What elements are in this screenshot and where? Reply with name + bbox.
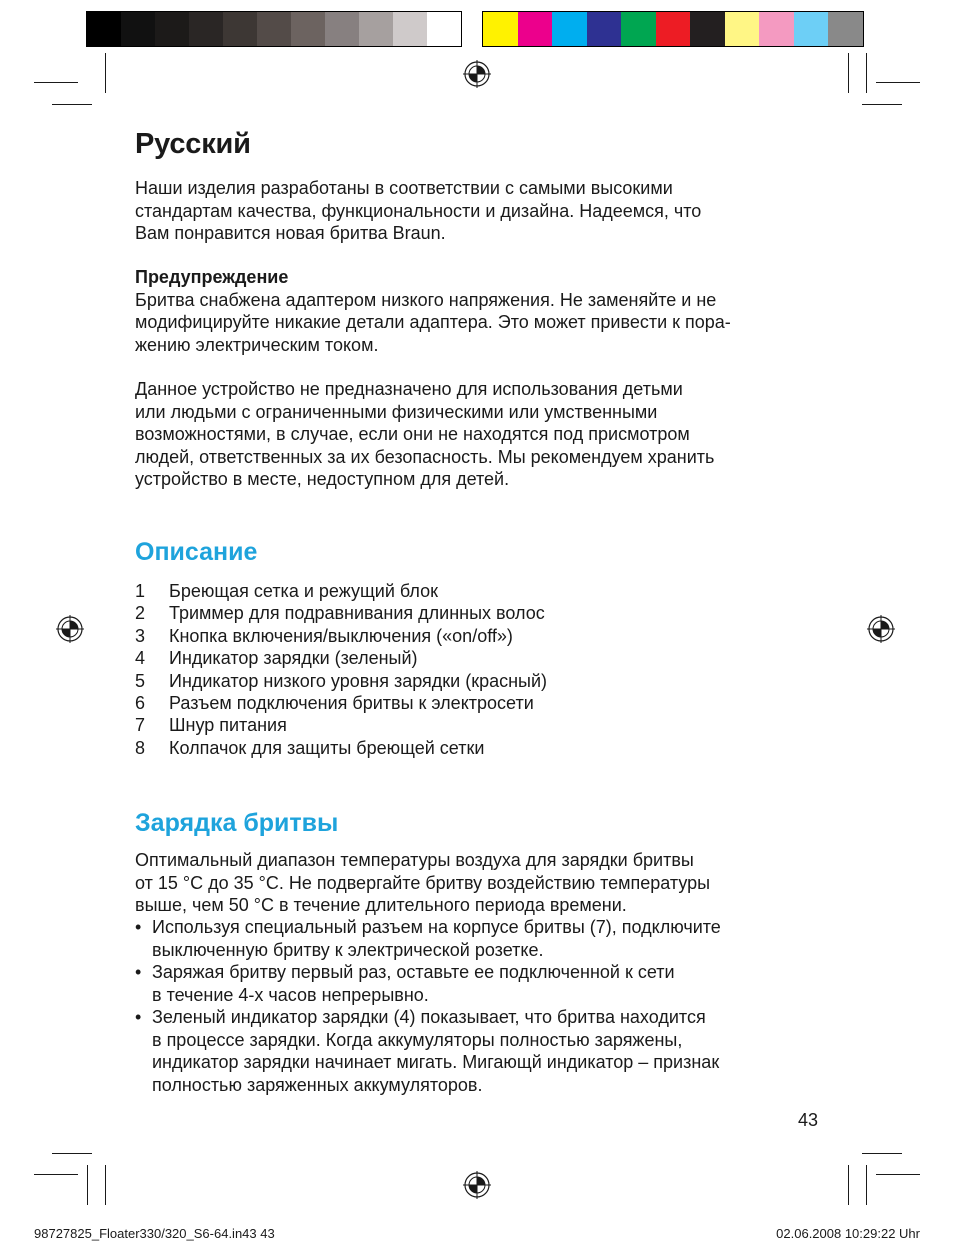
text-line: людей, ответственных за их безопасность. Мы рекомендуем хранить	[135, 446, 715, 467]
color-swatch	[794, 12, 829, 46]
text-line: жению электрическим током.	[135, 334, 379, 355]
list-item	[135, 670, 547, 692]
item-text: Бреющая сетка и режущий блок	[169, 581, 438, 601]
item-text: Индикатор низкого уровня зарядки (красный)	[169, 670, 548, 691]
color-swatch	[759, 12, 794, 46]
registration-mark-icon	[56, 615, 84, 643]
crop-mark	[87, 1165, 88, 1205]
color-swatch	[725, 12, 760, 46]
text-line: Заряжая бритву первый раз, оставьте ее подключенной к сети	[152, 962, 675, 982]
text-line: Оптимальный диапазон температуры воздуха для зарядки бритвы	[135, 850, 694, 870]
crop-mark	[876, 82, 920, 83]
charging-intro-paragraph	[135, 849, 835, 917]
text-line: в течение 4-х часов непрерывно.	[152, 984, 429, 1005]
text-line: Бритва снабжена адаптером низкого напряжения. Не заменяйте и не	[135, 289, 717, 310]
color-swatch	[257, 12, 291, 46]
registration-mark-icon	[463, 1171, 491, 1199]
item-text: Кнопка включения/выключения («on/off»)	[169, 625, 513, 646]
text-line: индикатор зарядки начинает мигать. Мигающй индикатор – признак	[152, 1052, 720, 1072]
text-line: или людьми с ограниченными физическими или умственными	[135, 401, 658, 422]
crop-mark	[876, 1174, 920, 1175]
color-swatch	[291, 12, 325, 46]
color-swatch	[483, 12, 518, 46]
text-line: возможностями, в случае, если они не находятся под присмотром	[135, 424, 690, 444]
parts-list	[135, 580, 547, 759]
page-title: Русский	[135, 128, 251, 160]
color-swatch	[552, 12, 587, 46]
list-item	[135, 737, 547, 759]
item-number: 4	[135, 648, 146, 669]
text-line: выше, чем 50 °C в течение длительного периода времени.	[135, 895, 627, 915]
warning-paragraph	[135, 266, 835, 356]
bullet-item	[135, 1006, 721, 1096]
text-line: полностью заряженных аккумуляторов.	[152, 1074, 483, 1095]
text-line: Зеленый индикатор зарядки (4) показывает, что бритва находится	[152, 1007, 706, 1027]
registration-mark-icon	[463, 60, 491, 88]
footer-timestamp: 02.06.2008 10:29:22 Uhr	[776, 1226, 920, 1241]
color-swatch	[325, 12, 359, 46]
text-line: модифицируйте никакие детали адаптера. Это может привести к пора-	[135, 312, 731, 332]
crop-mark	[34, 82, 78, 83]
text-line: в процессе зарядки. Когда аккумуляторы полностью заряжены,	[152, 1029, 683, 1050]
text-line: Вам понравится новая бритва Braun.	[135, 223, 446, 243]
item-number: 6	[135, 692, 146, 713]
color-swatch	[87, 12, 121, 46]
color-swatch	[518, 12, 553, 46]
crop-mark	[34, 1174, 78, 1175]
bullet-item	[135, 916, 721, 961]
color-swatch	[587, 12, 622, 46]
crop-mark	[105, 53, 106, 93]
text-line: стандартам качества, функциональности и дизайна. Надеемся, что	[135, 200, 702, 221]
item-number: 8	[135, 737, 146, 758]
item-text: Триммер для подравнивания длинных волос	[169, 603, 545, 624]
crop-mark	[866, 1165, 867, 1205]
list-item	[135, 602, 547, 624]
item-text: Шнур питания	[169, 715, 287, 736]
color-swatch	[359, 12, 393, 46]
list-item	[135, 625, 547, 647]
text-line: Наши изделия разработаны в соответствии с самыми высокими	[135, 178, 673, 198]
list-item	[135, 692, 547, 714]
color-swatch	[121, 12, 155, 46]
bullet-symbol: •	[135, 1007, 142, 1027]
children-safety-paragraph	[135, 378, 835, 491]
charging-heading: Зарядка бритвы	[135, 809, 339, 837]
item-number: 1	[135, 581, 146, 601]
footer-filename: 98727825_Floater330/320_S6-64.in43 43	[34, 1226, 275, 1241]
text-line: устройство в месте, недоступном для детей.	[135, 469, 510, 489]
process-color-bar	[482, 11, 864, 47]
color-swatch	[155, 12, 189, 46]
text-line: от 15 °C до 35 °C. Не подвергайте бритву воздействию температуры	[135, 872, 711, 893]
color-swatch	[621, 12, 656, 46]
item-text: Индикатор зарядки (зеленый)	[169, 648, 418, 669]
crop-mark	[105, 1165, 106, 1205]
color-swatch	[223, 12, 257, 46]
bullet-item	[135, 961, 721, 1006]
list-item	[135, 580, 547, 602]
crop-mark	[52, 1153, 92, 1154]
text-line: выключенную бритву к электрической розетке.	[152, 939, 544, 960]
item-number: 7	[135, 715, 146, 736]
color-swatch	[828, 12, 863, 46]
text-line: Используя специальный разъем на корпусе бритвы (7), подключите	[152, 917, 721, 937]
crop-mark	[848, 53, 849, 93]
grayscale-color-bar	[86, 11, 462, 47]
color-swatch	[656, 12, 691, 46]
list-item	[135, 647, 547, 669]
bullet-symbol: •	[135, 917, 142, 937]
color-swatch	[427, 12, 461, 46]
charging-bullets	[135, 916, 721, 1096]
color-swatch	[393, 12, 427, 46]
item-number: 5	[135, 670, 146, 691]
item-text: Разъем подключения бритвы к электросети	[169, 692, 534, 713]
crop-mark	[866, 53, 867, 93]
color-swatch	[690, 12, 725, 46]
description-heading: Описание	[135, 538, 258, 566]
item-number: 3	[135, 625, 146, 646]
registration-mark-icon	[867, 615, 895, 643]
bullet-symbol: •	[135, 962, 142, 982]
item-text: Колпачок для защиты бреющей сетки	[169, 737, 485, 758]
crop-mark	[52, 104, 92, 105]
crop-mark	[862, 104, 902, 105]
page-number: 43	[798, 1110, 819, 1130]
item-number: 2	[135, 603, 146, 624]
text-line: Данное устройство не предназначено для использования детьми	[135, 379, 683, 399]
color-swatch	[189, 12, 223, 46]
crop-mark	[848, 1165, 849, 1205]
warning-heading: Предупреждение	[135, 267, 289, 287]
intro-paragraph	[135, 177, 835, 245]
crop-mark	[862, 1153, 902, 1154]
list-item	[135, 714, 547, 736]
